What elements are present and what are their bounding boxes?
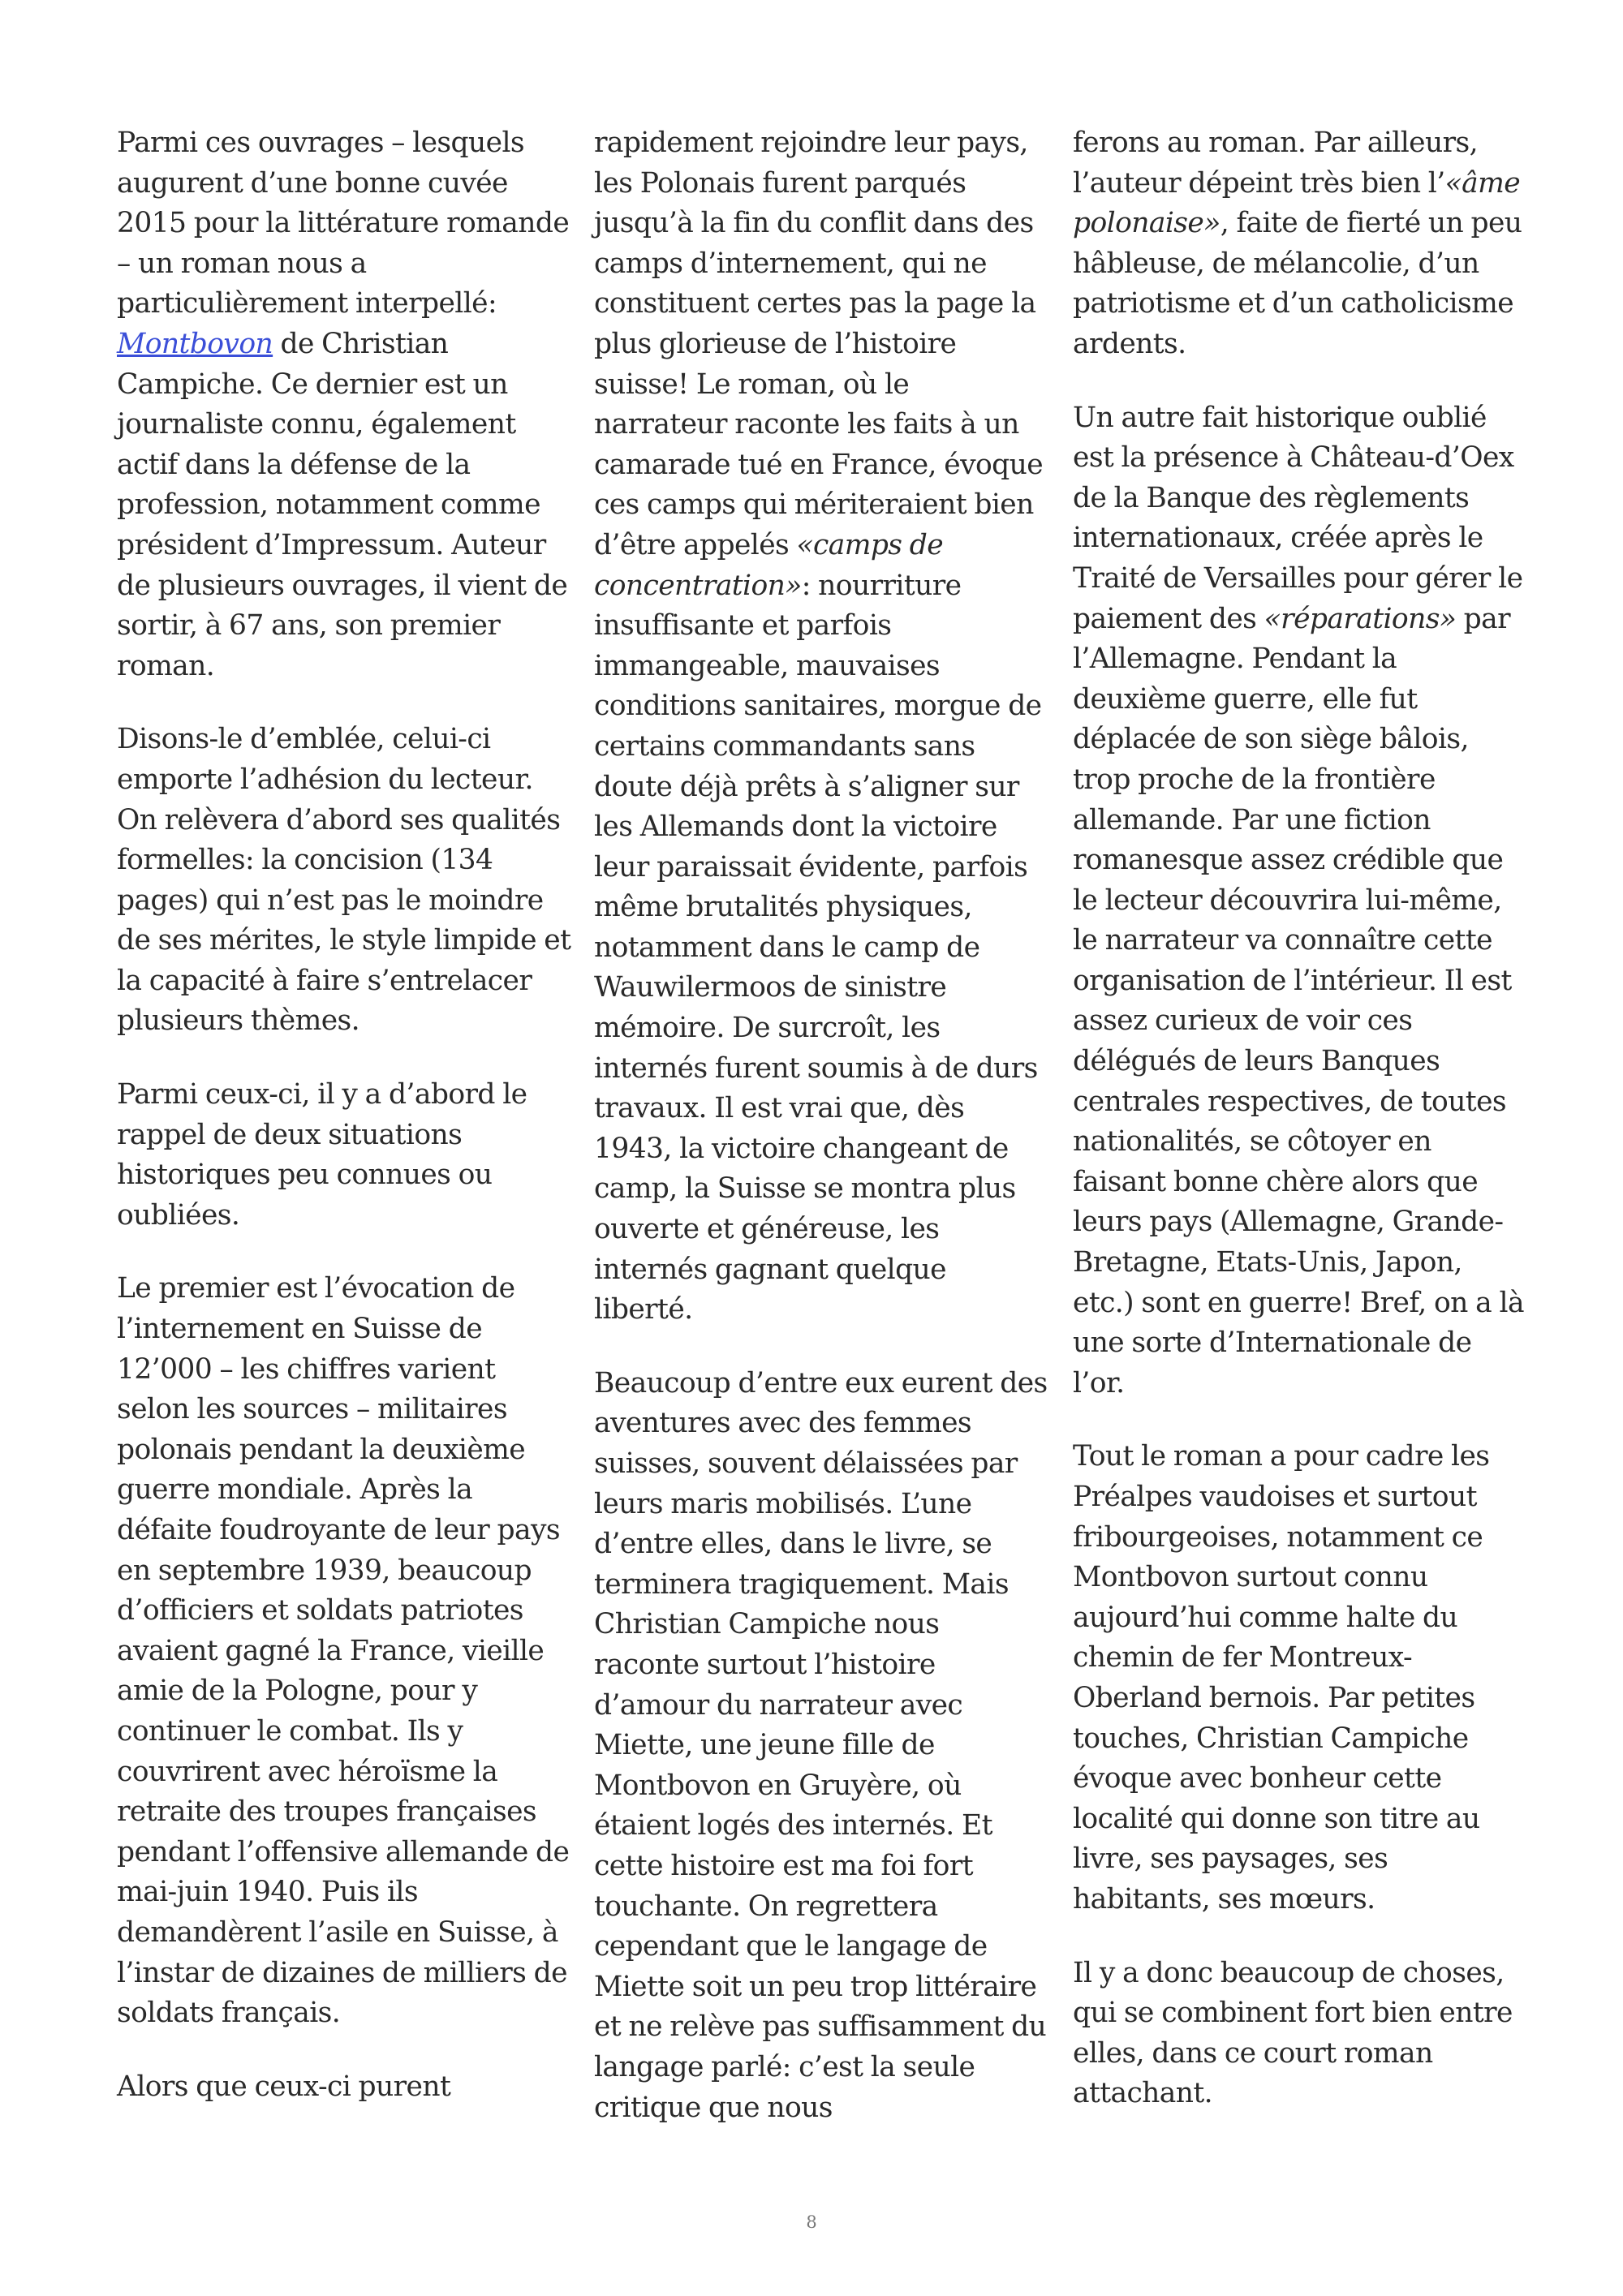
text-column-2 [594, 123, 1048, 2128]
article-paragraph [117, 1269, 571, 2033]
paragraph-text: Un autre fait historique oublié est la présence à Château-d’Oex de la Banque des règlements internationaux, créée après le Traité de Versailles pour gérer le paiement des [1073, 401, 1523, 635]
article-paragraph [1073, 123, 1527, 365]
article-paragraph [117, 1075, 571, 1236]
article-paragraph [117, 123, 571, 686]
paragraph-text: ferons au roman. Par ailleurs, l’auteur dépeint très bien l’ [1073, 127, 1478, 200]
emphasized-quote: «âme polonaise» [1073, 166, 1521, 240]
emphasized-quote: «camps de concentration» [594, 528, 944, 602]
article-paragraph [117, 2067, 571, 2108]
paragraph-text: Il y a donc beaucoup de choses, qui se combinent fort bien entre elles, dans ce court roman attachant. [1073, 1956, 1513, 2110]
article-paragraph [117, 720, 571, 1042]
paragraph-text: , faite de fierté un peu hâbleuse, de mélancolie, d’un patriotisme et d’un catholicisme ardents. [1073, 207, 1522, 360]
paragraph-text: Alors que ceux-ci purent [117, 2070, 451, 2103]
paragraph-text: Beaucoup d’entre eux eurent des aventures avec des femmes suisses, souvent délaissées par leurs maris mobilisés. L’une d’entre elles, dans le livre, se terminera tragiquement. Mais Christian Campiche nous raconte surtout l’histoire d’amour du narrateur avec Miette, une jeune fille de Montbovon en Gruyère, où étaient logés des internés. Et cette histoire est ma foi fort touchante. On regrettera cependant que le langage de Miette soit un peu trop littéraire et ne relève pas suffisamment du langage parlé: c’est la seule critique que nous [594, 1366, 1048, 2124]
paragraph-text: Tout le roman a pour cadre les Préalpes vaudoises et surtout fribourgeoises, notamment ce Montbovon surtout connu aujourd’hui comme halte du chemin de fer Montreux-Oberland bernois. Par petites touches, Christian Campiche évoque avec bonheur cette localité qui donne son titre au livre, ses paysages, ses habitants, ses mœurs. [1073, 1440, 1490, 1915]
article-paragraph [594, 1364, 1048, 2128]
text-column-1 [117, 123, 571, 2107]
article-paragraph [1073, 1954, 1527, 2114]
article-paragraph [1073, 1437, 1527, 1920]
article-paragraph [1073, 398, 1527, 1404]
paragraph-text: : nourriture insuffisante et parfois immangeable, mauvaises conditions sanitaires, morgue de certains commandants sans doute déjà prêts à s’aligner sur les Allemands dont la victoire leur paraissait évidente, parfois même brutalités physiques, notamment dans le camp de Wauwilermoos de sinistre mémoire. De surcroît, les internés furent soumis à de durs travaux. Il est vrai que, dès 1943, la victoire changeant de camp, la Suisse se montra plus ouverte et généreuse, les internés gagnant quelque liberté. [594, 569, 1042, 1326]
article-paragraph [594, 123, 1048, 1331]
emphasized-quote: «réparations» [1264, 602, 1457, 635]
text-column-3 [1073, 123, 1527, 2114]
paragraph-text: Le premier est l’évocation de l’internement en Suisse de 12’000 – les chiffres varient selon les sources – militaires polonais pendant la deuxième guerre mondiale. Après la défaite foudroyante de leur pays en septembre 1939, beaucoup d’officiers et soldats patriotes avaient gagné la France, vieille amie de la Pologne, pour y continuer le combat. Ils y couvrirent avec héroïsme la retraite des troupes françaises pendant l’offensive allemande de mai-juin 1940. Puis ils demandèrent l’asile en Suisse, à l’instar de dizaines de milliers de soldats français. [117, 1272, 570, 2030]
paragraph-text: Disons-le d’emblée, celui-ci emporte l’adhésion du lecteur. On relèvera d’abord ses qualités formelles: la concision (134 pages) qui n’est pas le moindre de ses mérites, le style limpide et la capacité à faire s’entrelacer plusieurs thèmes. [117, 723, 571, 1038]
paragraph-text: par l’Allemagne. Pendant la deuxième guerre, elle fut déplacée de son siège bâlois, trop proche de la frontière allemande. Par une fiction romanesque assez crédible que le lecteur découvrira lui-même, le narrateur va connaître cette organisation de l’intérieur. Il est assez curieux de voir ces délégués de leurs Banques centrales respectives, de toutes nationalités, se côtoyer en faisant bonne chère alors que leurs pays (Allemagne, Grande-Bretagne, Etats-Unis, Japon, etc.) sont en guerre! Bref, on a là une sorte d’Internationale de l’or. [1073, 602, 1524, 1400]
book-title-link[interactable]: Montbovon [117, 327, 273, 360]
paragraph-text: Parmi ces ouvrages – lesquels augurent d’une bonne cuvée 2015 pour la littérature romande – un roman nous a particulièrement interpellé: [117, 127, 570, 320]
page-number: 8 [806, 2212, 817, 2232]
paragraph-text: rapidement rejoindre leur pays, les Polonais furent parqués jusqu’à la fin du conflit dans des camps d’internement, qui ne constituent certes pas la page la plus glorieuse de l’histoire suisse! Le roman, où le narrateur raconte les faits à un camarade tué en France, évoque ces camps qui mériteraient bien d’être appelés [594, 127, 1044, 561]
paragraph-text: Parmi ceux-ci, il y a d’abord le rappel de deux situations historiques peu connues ou oubliées. [117, 1078, 527, 1232]
paragraph-text: de Christian Campiche. Ce dernier est un journaliste connu, également actif dans la défense de la profession, notamment comme président d’Impressum. Auteur de plusieurs ouvrages, il vient de sortir, à 67 ans, son premier roman. [117, 327, 568, 682]
